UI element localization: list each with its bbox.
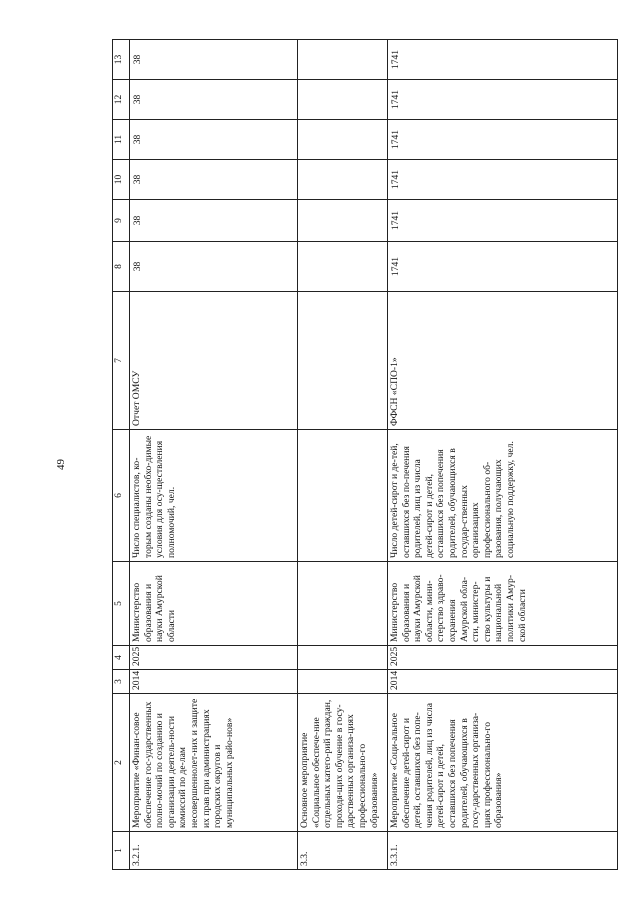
col-header: 5 xyxy=(113,562,130,646)
col-header: 6 xyxy=(113,430,130,562)
page-number: 49 xyxy=(55,459,67,470)
header-row xyxy=(113,40,130,870)
indicator xyxy=(298,430,388,562)
end-year xyxy=(298,646,388,670)
value-cell xyxy=(298,160,388,200)
executor xyxy=(298,562,388,646)
col-header: 8 xyxy=(113,242,130,292)
value-cell: 38 xyxy=(130,200,298,242)
indicator: Число детей-сирот и де-тей, оставшихся без по-печения родителей, лиц из числа детей-сирот и детей, оставшихся без попечения родителей, обучающихся в государ-ственных организациях профессионального об-разования, получающих социальную поддержку, чел. xyxy=(388,430,618,562)
col-header: 2 xyxy=(113,694,130,832)
value-cell: 1741 xyxy=(388,80,618,120)
value-cell: 1741 xyxy=(388,200,618,242)
source: Отчет ОМСУ xyxy=(130,292,298,430)
col-header: 9 xyxy=(113,200,130,242)
value-cell: 38 xyxy=(130,160,298,200)
event-name: Мероприятие «Соци-альное обеспечение детей-сирот и детей, оставшихся без попе-чения родителей, лиц из числа детей-сирот и детей, оставшихся без попечения родителей, обучающихся в госу-дарственных организа-циях профессионально-го образования» xyxy=(388,694,618,832)
col-header: 3 xyxy=(113,670,130,694)
value-cell xyxy=(298,120,388,160)
value-cell: 1741 xyxy=(388,40,618,80)
col-header: 11 xyxy=(113,120,130,160)
end-year: 2025 xyxy=(130,646,298,670)
col-header: 10 xyxy=(113,160,130,200)
value-cell xyxy=(298,242,388,292)
source: ФФСН «СПО-1» xyxy=(388,292,618,430)
value-cell: 1741 xyxy=(388,120,618,160)
start-year: 2014 xyxy=(388,670,618,694)
table-row xyxy=(130,40,298,870)
value-cell xyxy=(298,200,388,242)
row-number: 3.3.1. xyxy=(388,832,618,870)
col-header: 7 xyxy=(113,292,130,430)
value-cell: 38 xyxy=(130,80,298,120)
rotated-table-wrapper xyxy=(112,40,618,870)
executor: Министерство образования и науки Амурской области, мини-стерство здраво-охранения Амурской обла-сти, министер-ство культуры и национальной политики Амур-ской области xyxy=(388,562,618,646)
executor: Министерство образования и науки Амурской области xyxy=(130,562,298,646)
value-cell: 1741 xyxy=(388,242,618,292)
col-header: 13 xyxy=(113,40,130,80)
source xyxy=(298,292,388,430)
event-name: Основное мероприятие «Социальное обеспече-ние отдельных катего-рий граждан, проходя-щих обучение в госу-дарственных организа-циях профессионально-го образования» xyxy=(298,694,388,832)
start-year: 2014 xyxy=(130,670,298,694)
event-name: Мероприятие «Финан-совое обеспечение гос-ударственных полно-мочий по созданию и организации деятель-ности комиссий по де-лам несовершеннолет-них и защите их прав при администрациях городских округов и муниципальных райо-нов» xyxy=(130,694,298,832)
table-row xyxy=(388,40,618,870)
row-number: 3.2.1. xyxy=(130,832,298,870)
col-header: 12 xyxy=(113,80,130,120)
col-header: 4 xyxy=(113,646,130,670)
value-cell: 38 xyxy=(130,40,298,80)
value-cell: 38 xyxy=(130,242,298,292)
start-year xyxy=(298,670,388,694)
value-cell xyxy=(298,80,388,120)
row-number: 3.3. xyxy=(298,832,388,870)
end-year: 2025 xyxy=(388,646,618,670)
value-cell xyxy=(298,40,388,80)
value-cell: 38 xyxy=(130,120,298,160)
indicator: Число специалистов, ко-торым созданы необхо-димые условия для осу-ществления полномочий, чел. xyxy=(130,430,298,562)
program-table xyxy=(112,39,618,870)
col-header: 1 xyxy=(113,832,130,870)
table-row xyxy=(298,40,388,870)
value-cell: 1741 xyxy=(388,160,618,200)
